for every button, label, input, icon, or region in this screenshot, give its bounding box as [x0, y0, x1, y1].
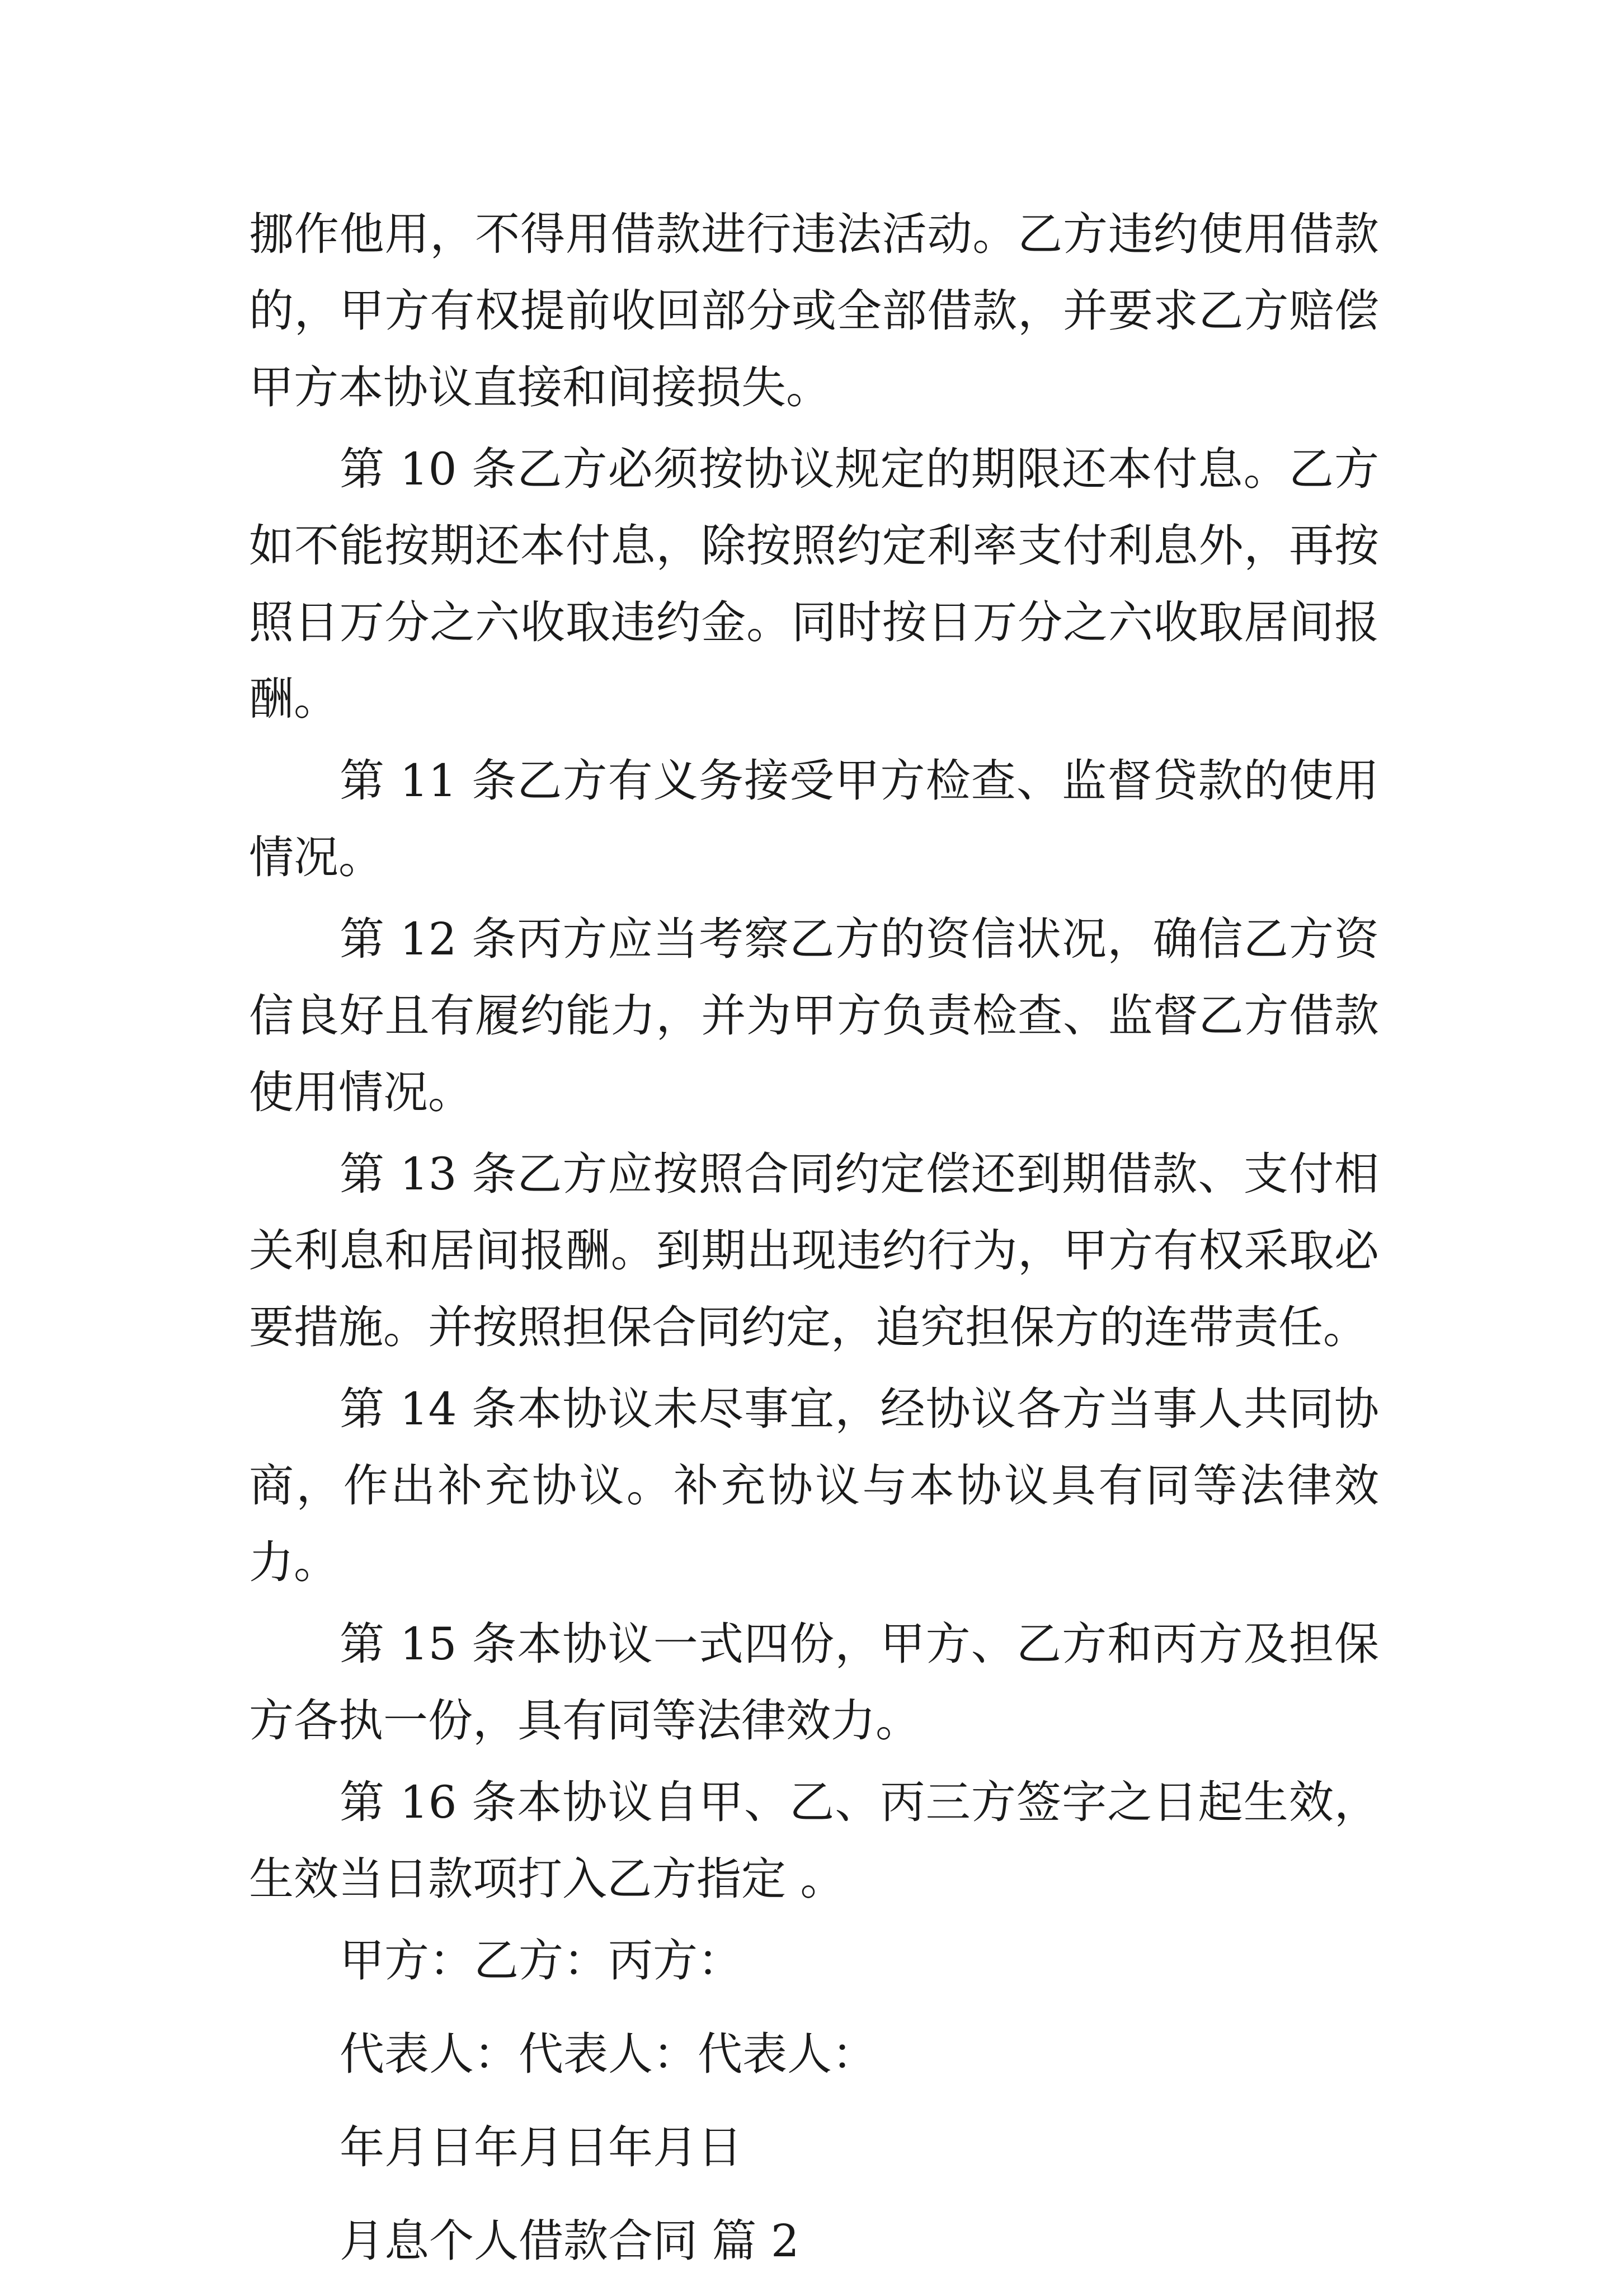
document-page — [249, 196, 1379, 2296]
paragraph-continuation: 挪作他用，不得用借款进行违法活动。乙方违约使用借款的，甲方有权提前收回部分或全部借款，并要求乙方赔偿甲方本协议直接和间接损失。 — [249, 208, 1379, 413]
article-10: 第 10 条乙方必须按协议规定的期限还本付息。乙方如不能按期还本付息，除按照约定利率支付利息外，再按照日万分之六收取违约金。同时按日万分之六收取居间报酬。 — [249, 443, 1379, 725]
next-section-title: 月息个人借款合同 篇 2 — [340, 2215, 799, 2267]
signature-dates: 年月日年月日年月日 — [340, 2121, 742, 2173]
signature-parties: 甲方：乙方：丙方： — [340, 1935, 742, 1987]
article-16: 第 16 条本协议自甲、乙、丙三方签字之日起生效，生效当日款项打入乙方指定 。 — [249, 1776, 1379, 1905]
article-13: 第 13 条乙方应按照合同约定偿还到期借款、支付相关利息和居间报酬。到期出现违约行为，甲方有权采取必要措施。并按照担保合同约定，追究担保方的连带责任。 — [249, 1148, 1379, 1353]
article-14: 第 14 条本协议未尽事宜，经协议各方当事人共同协商，作出补充协议。补充协议与本协议具有同等法律效力。 — [249, 1383, 1379, 1588]
article-12: 第 12 条丙方应当考察乙方的资信状况，确信乙方资信良好且有履约能力，并为甲方负责检查、监督乙方借款使用情况。 — [249, 913, 1379, 1118]
signature-representatives: 代表人：代表人：代表人： — [340, 2028, 877, 2080]
article-11: 第 11 条乙方有义务接受甲方检查、监督贷款的使用情况。 — [249, 755, 1379, 883]
article-15: 第 15 条本协议一式四份，甲方、乙方和丙方及担保方各执一份，具有同等法律效力。 — [249, 1618, 1379, 1747]
